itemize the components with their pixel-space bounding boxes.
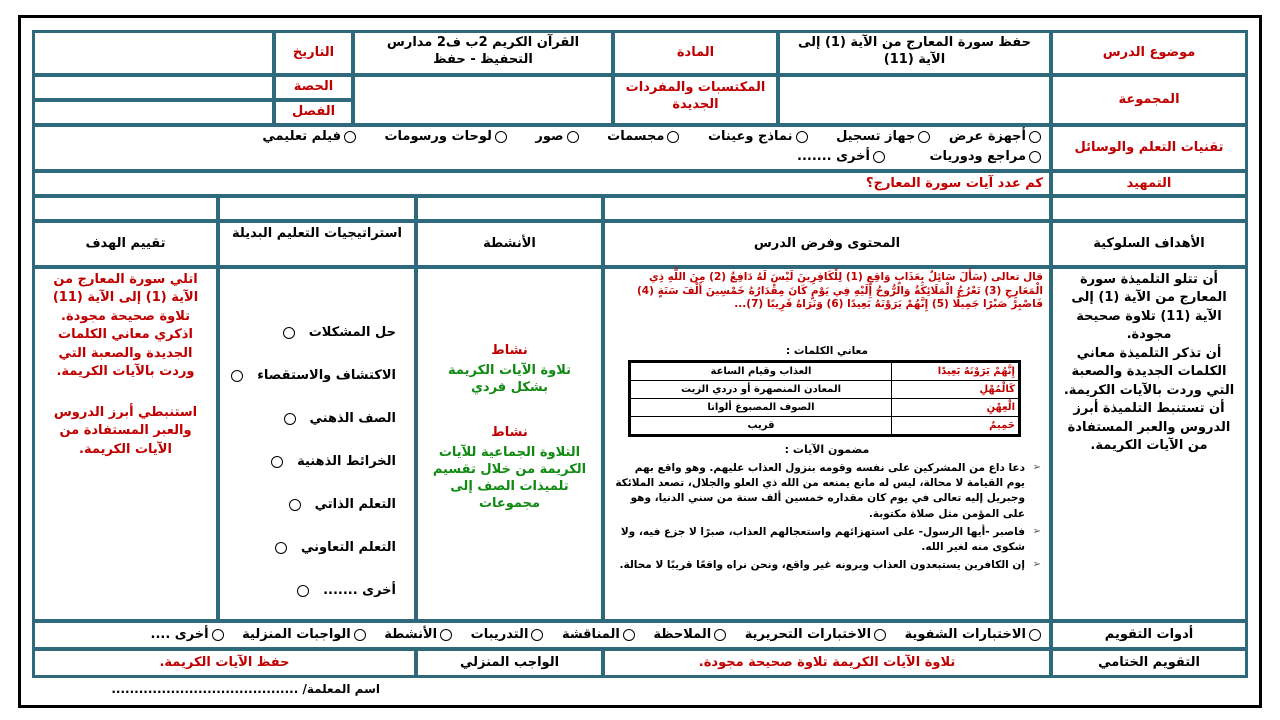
radio-circle-icon bbox=[283, 327, 295, 339]
tool-option[interactable]: جهاز تسجيل bbox=[836, 129, 930, 146]
radio-circle-icon bbox=[289, 499, 301, 511]
content-header-cell bbox=[602, 220, 1052, 268]
radio-circle-icon bbox=[667, 131, 679, 143]
blank-cell bbox=[217, 195, 417, 222]
eval-option[interactable]: التدريبات bbox=[471, 627, 544, 644]
eval-option[interactable]: أخرى .... bbox=[151, 627, 224, 644]
eval-tools-row bbox=[151, 627, 1041, 644]
strategy-item[interactable]: التعلم التعاوني bbox=[228, 526, 396, 569]
strategy-item[interactable]: أخرى ....... bbox=[228, 569, 396, 612]
activities-header-cell bbox=[415, 220, 604, 268]
tool-option[interactable]: مراجع ودوريات bbox=[929, 149, 1041, 166]
strategies-cell bbox=[217, 266, 417, 622]
final-label: التقويم الختامي bbox=[1098, 655, 1200, 670]
assessment-cell bbox=[32, 266, 219, 622]
radio-circle-icon bbox=[623, 629, 635, 641]
radio-circle-icon bbox=[440, 629, 452, 641]
intro-text-cell bbox=[32, 170, 1052, 197]
tools-row-1 bbox=[262, 129, 1041, 146]
tool-option[interactable]: لوحات ورسومات bbox=[384, 129, 506, 146]
assessment-item: استنبطي أبرز الدروس والعبر المستفادة من الآيات الكريمة. bbox=[53, 404, 198, 457]
activity-text: التلاوة الجماعية للآيات الكريمة من خلال تقسيم تلميذات الصف إلى مجموعات bbox=[432, 445, 587, 511]
activities-header: الأنشطة bbox=[483, 236, 536, 251]
meanings-title: معاني الكلمات : bbox=[786, 345, 868, 357]
theme-item: ➢ إن الكافرين يستبعدون العذاب ويرونه غير واقع، ونحن نراه واقعًا قريبًا لا محالة. bbox=[613, 558, 1041, 573]
tool-option[interactable]: صور bbox=[535, 129, 578, 146]
group-value-cell[interactable] bbox=[777, 74, 1052, 126]
subject-label: المادة bbox=[676, 45, 715, 60]
radio-circle-icon bbox=[873, 151, 885, 163]
vocab-label: المكتسبات والمفردات الجديدة bbox=[625, 80, 766, 112]
word-cell: الْعِهْنِ bbox=[892, 399, 1020, 417]
activity-title: نشاط bbox=[491, 425, 528, 440]
strategy-item[interactable]: الاكتشاف والاستقصاء bbox=[228, 354, 396, 397]
activities-cell bbox=[415, 266, 604, 622]
homework-text-cell bbox=[32, 648, 417, 678]
meaning-cell: قريب bbox=[630, 417, 892, 436]
themes-title: مضمون الآيات : bbox=[784, 443, 870, 456]
lesson-topic-label: موضوع الدرس bbox=[1102, 45, 1196, 60]
objectives-header-cell bbox=[1050, 220, 1248, 268]
radio-circle-icon bbox=[918, 131, 930, 143]
radio-circle-icon bbox=[275, 542, 287, 554]
period-label-cell bbox=[273, 74, 354, 101]
radio-circle-icon bbox=[344, 131, 356, 143]
strategies-header-cell bbox=[217, 220, 417, 268]
assessment-item: اتلي سورة المعارج من الآية (1) إلى الآية (11) تلاوة صحيحة مجودة. bbox=[52, 272, 199, 324]
content-cell bbox=[602, 266, 1052, 622]
word-cell: كَالْمُهْلِ bbox=[892, 381, 1020, 399]
objectives-cell bbox=[1050, 266, 1248, 622]
lesson-topic-value-cell bbox=[777, 30, 1052, 76]
date-label: التاريخ bbox=[292, 45, 335, 60]
tool-option[interactable]: نماذج وعينات bbox=[708, 129, 808, 146]
intro-label-cell bbox=[1050, 170, 1248, 197]
eval-tools-label: أدوات التقويم bbox=[1104, 627, 1194, 642]
assessment-text bbox=[41, 271, 210, 459]
eval-tools-label-cell bbox=[1050, 620, 1248, 650]
strategy-item[interactable]: الصف الذهني bbox=[228, 397, 396, 440]
final-label-cell bbox=[1050, 648, 1248, 678]
theme-item: ➢ فاصبر -أيها الرسول- على استهزائهم واستعجالهم العذاب، صبرًا لا جزع فيه، ولا شكوى منه لغير الله. bbox=[613, 525, 1041, 555]
strategy-item[interactable]: الخرائط الذهنية bbox=[228, 440, 396, 483]
table-row bbox=[630, 417, 1020, 436]
word-cell: حَمِيمٌ bbox=[892, 417, 1020, 436]
themes-list bbox=[613, 461, 1041, 577]
class-label: الفصل bbox=[291, 104, 336, 119]
tool-option[interactable]: فيلم تعليمي bbox=[262, 129, 356, 146]
radio-circle-icon bbox=[1029, 131, 1041, 143]
word-meanings-table bbox=[628, 360, 1021, 437]
vocab-value-cell[interactable] bbox=[352, 74, 614, 126]
tools-row-2 bbox=[783, 149, 1041, 166]
date-label-cell bbox=[273, 30, 354, 76]
table-row bbox=[630, 399, 1020, 417]
eval-option[interactable]: المناقشة bbox=[562, 627, 635, 644]
eval-option[interactable]: الملاحظة bbox=[653, 627, 726, 644]
radio-circle-icon bbox=[284, 413, 296, 425]
eval-option[interactable]: الاختبارات التحريرية bbox=[745, 627, 886, 644]
final-text-cell bbox=[602, 648, 1052, 678]
tool-option[interactable]: أجهزة عرض bbox=[949, 129, 1041, 146]
objective-item: أن تذكر التلميذة معاني الكلمات الجديدة والصعبة التي وردت بالآيات الكريمة. bbox=[1063, 345, 1235, 398]
tools-options-cell bbox=[32, 124, 1052, 172]
teacher-name-line[interactable]: اسم المعلمة/ ......................................... bbox=[111, 682, 380, 696]
subject-value: القرآن الكريم 2ب ف2 مدارس التحفيظ - حفظ bbox=[386, 35, 580, 67]
tool-option[interactable]: مجسمات bbox=[607, 129, 679, 146]
strategies-list bbox=[228, 311, 396, 612]
blank-cell bbox=[32, 195, 219, 222]
meaning-cell: المعادن المنصهرة أو دردي الزيت bbox=[630, 381, 892, 399]
subject-label-cell bbox=[612, 30, 779, 76]
blank-cell bbox=[415, 195, 604, 222]
vocab-label-cell bbox=[612, 74, 779, 126]
radio-circle-icon bbox=[212, 629, 224, 641]
subject-value-cell bbox=[352, 30, 614, 76]
homework-text: حفظ الآيات الكريمة. bbox=[159, 655, 290, 670]
radio-circle-icon bbox=[1029, 151, 1041, 163]
homework-label: الواجب المنزلي bbox=[459, 655, 560, 670]
radio-circle-icon bbox=[297, 585, 309, 597]
intro-label: التمهيد bbox=[1126, 176, 1172, 191]
class-value-cell[interactable] bbox=[32, 99, 275, 126]
word-cell: إِنَّهُمْ يَرَوْنَهُ بَعِيدًا bbox=[892, 362, 1020, 381]
period-label: الحصة bbox=[293, 79, 334, 94]
group-label-cell bbox=[1050, 74, 1248, 126]
table-row bbox=[630, 362, 1020, 381]
date-value-cell[interactable] bbox=[32, 30, 275, 76]
verses-text: قال تعالى (سَأَلَ سَائِلٌ بِعَذَابٍ وَاقِعٍ (1) لِلْكَافِرِينَ لَيْسَ لَهُ دَافِعٌ (2) مِنَ اللَّهِ ذِي الْمَعَارِجِ (3) تَعْرُجُ الْمَلَائِكَةُ وَالرُّوحُ إِلَيْهِ فِي يَوْمٍ كَانَ مِقْدَارُهُ خَمْسِينَ أَلْفَ سَنَةٍ (4) فَاصْبِرْ صَبْرًا جَمِيلًا (5) إِنَّهُمْ يَرَوْنَهُ بَعِيدًا (6) وَنَرَاهُ قَرِيبًا (7)... bbox=[636, 271, 1043, 311]
meaning-cell: الصوف المصبوغ ألوانا bbox=[630, 399, 892, 417]
radio-circle-icon bbox=[1029, 629, 1041, 641]
meaning-cell: العذاب وقيام الساعة bbox=[630, 362, 892, 381]
lesson-topic-value: حفظ سورة المعارج من الآية (1) إلى الآية (11) bbox=[797, 35, 1032, 67]
eval-option[interactable]: الأنشطة bbox=[384, 627, 452, 644]
assessment-header-cell bbox=[32, 220, 219, 268]
group-label: المجموعة bbox=[1118, 92, 1180, 107]
radio-circle-icon bbox=[231, 370, 243, 382]
radio-circle-icon bbox=[271, 456, 283, 468]
radio-circle-icon bbox=[714, 629, 726, 641]
tool-option[interactable]: أخرى ....... bbox=[797, 149, 885, 166]
lesson-topic-label-cell bbox=[1050, 30, 1248, 76]
radio-circle-icon bbox=[531, 629, 543, 641]
radio-circle-icon bbox=[874, 629, 886, 641]
strategies-header: استراتيجيات التعليم البديلة bbox=[232, 226, 402, 241]
activity-title: نشاط bbox=[491, 343, 528, 358]
radio-circle-icon bbox=[796, 131, 808, 143]
radio-circle-icon bbox=[567, 131, 579, 143]
tools-label-cell bbox=[1050, 124, 1248, 172]
homework-label-cell bbox=[415, 648, 604, 678]
objectives-text bbox=[1059, 271, 1239, 456]
eval-tools-options-cell bbox=[32, 620, 1052, 650]
objective-item: أن تستنبط التلميذة أبرز الدروس والعبر المستفادة من الآيات الكريمة. bbox=[1067, 401, 1231, 454]
blank-cell bbox=[1050, 195, 1248, 222]
period-value-cell[interactable] bbox=[32, 74, 275, 101]
assessment-header: تقييم الهدف bbox=[85, 236, 166, 251]
final-text: تلاوة الآيات الكريمة تلاوة صحيحة مجودة. bbox=[698, 655, 956, 670]
radio-circle-icon bbox=[354, 629, 366, 641]
activity-text: تلاوة الآيات الكريمة بشكل فردي bbox=[448, 363, 571, 395]
objective-item: أن تتلو التلميذة سورة المعارج من الآية (1) إلى الآية (11) تلاوة صحيحة مجودة. bbox=[1071, 272, 1227, 343]
tools-label: تقنيات التعلم والوسائل bbox=[1074, 140, 1224, 155]
eval-option[interactable]: الواجبات المنزلية bbox=[242, 627, 366, 644]
table-row bbox=[630, 381, 1020, 399]
intro-text: كم عدد آيات سورة المعارج؟ bbox=[866, 176, 1043, 191]
content-header: المحتوى وفرض الدرس bbox=[753, 236, 901, 251]
radio-circle-icon bbox=[495, 131, 507, 143]
eval-option[interactable]: الاختبارات الشفوية bbox=[905, 627, 1041, 644]
assessment-item: اذكري معاني الكلمات الجديدة والصعبة التي وردت بالآيات الكريمة. bbox=[56, 327, 195, 380]
blank-cell bbox=[602, 195, 1052, 222]
class-label-cell bbox=[273, 99, 354, 126]
strategy-item[interactable]: حل المشكلات bbox=[228, 311, 396, 354]
objectives-header: الأهداف السلوكية bbox=[1093, 236, 1205, 251]
theme-item: ➢ دعا داع من المشركين على نفسه وقومه بنزول العذاب عليهم. وهو واقع بهم يوم القيامة لا محالة، ليس له مانع يمنعه من الله ذي العلو والجلال، تصعد الملائكة وجبريل إليه تعالى في يوم كان مقداره خمسين ألف سنة من سني الدنيا، وهو على المؤمن مثل صلاة مكتوبة. bbox=[613, 461, 1041, 522]
strategy-item[interactable]: التعلم الذاتي bbox=[228, 483, 396, 526]
